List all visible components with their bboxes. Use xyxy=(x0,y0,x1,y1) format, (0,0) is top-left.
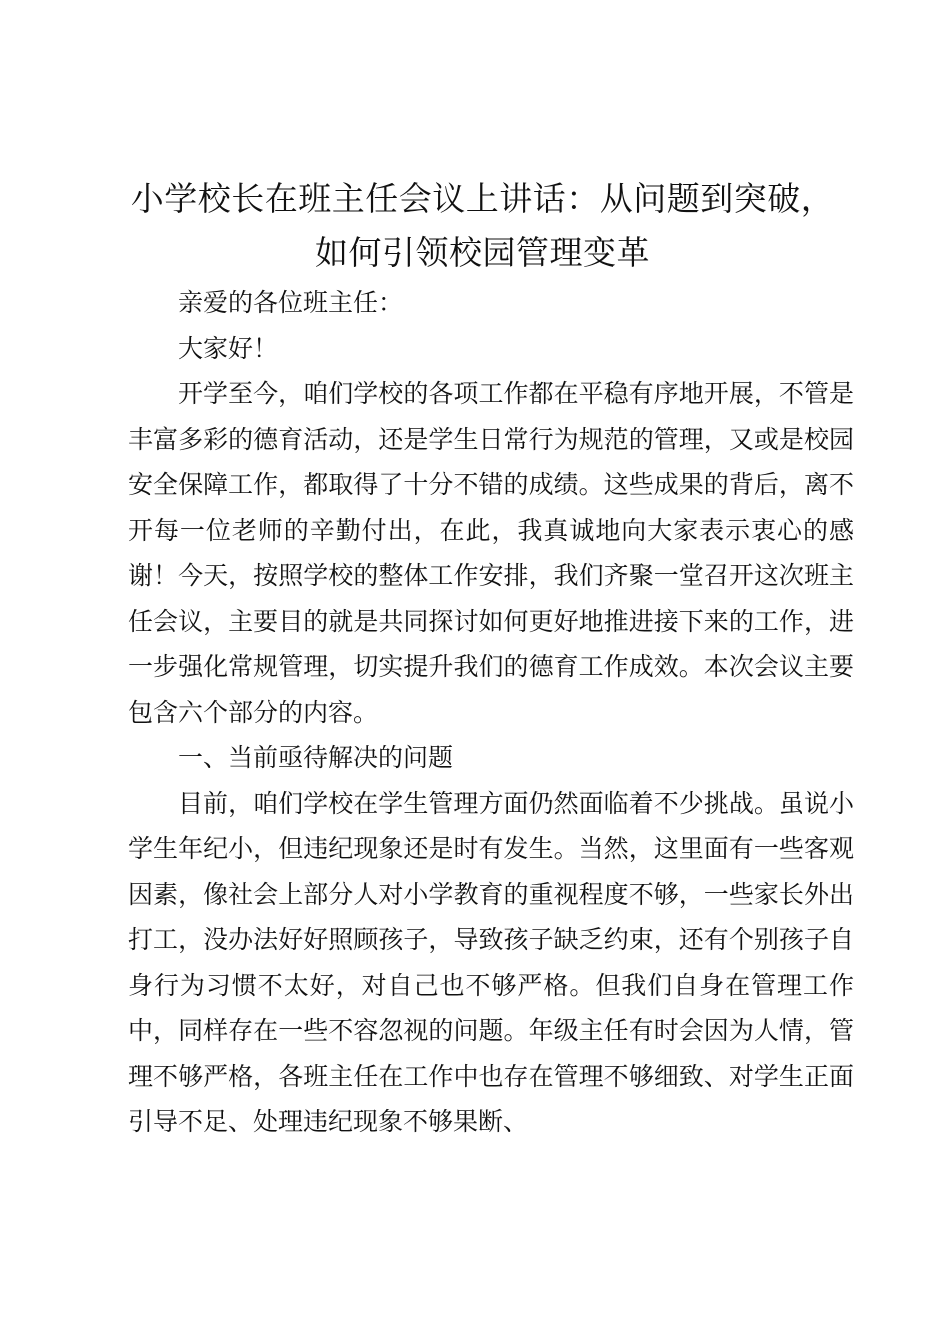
title-line-2: 如何引领校园管理变革 xyxy=(315,233,650,272)
salutation: 亲爱的各位班主任： xyxy=(178,288,404,317)
intro-paragraph: 开学至今，咱们学校的各项工作都在平稳有序地开展，不管是丰富多彩的德育活动，还是学生日常行为规范的管理，又或是校园安全保障工作，都取得了十分不错的成绩。这些成果的背后，离不开每一位老师的辛勤付出，在此，我真诚地向大家表示衷心的感谢！今天，按照学校的整体工作安排，我们齐聚一堂召开这次班主任会议，主要目的就是共同探讨如何更好地推进接下来的工作，进一步强化常规管理，切实提升我们的德育工作成效。本次会议主要包含六个部分的内容。 xyxy=(128,379,854,727)
section-1-paragraph: 目前，咱们学校在学生管理方面仍然面临着不少挑战。虽说小学生年纪小，但违纪现象还是时有发生。当然，这里面有一些客观因素，像社会上部分人对小学教育的重视程度不够，一些家长外出打工，没办法好好照顾孩子，导致孩子缺乏约束，还有个别孩子自身行为习惯不太好，对自己也不够严格。但我们自身在管理工作中，同样存在一些不容忽视的问题。年级主任有时会因为人情，管理不够严格，各班主任在工作中也存在管理不够细致、对学生正面引导不足、处理违纪现象不够果断、 xyxy=(128,788,854,1136)
greeting: 大家好！ xyxy=(178,333,279,363)
section-heading-1: 一、当前亟待解决的问题 xyxy=(178,743,454,772)
title-line-1: 小学校长在班主任会议上讲话：从问题到突破， xyxy=(130,179,835,218)
document-title xyxy=(110,172,855,280)
document-body xyxy=(128,280,854,1145)
